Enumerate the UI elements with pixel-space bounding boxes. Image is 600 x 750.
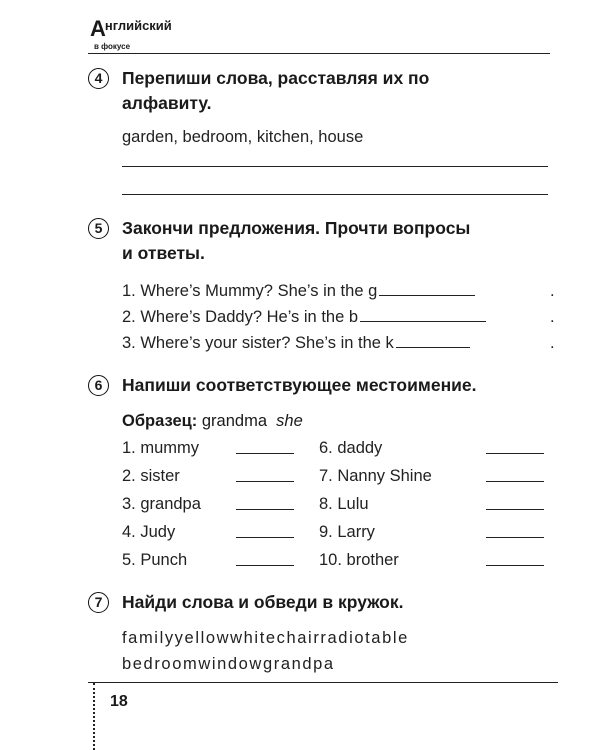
sentence-2: [122, 304, 558, 330]
letter-string-1[interactable]: familyyellowwhitechairradiotable: [122, 629, 409, 647]
pronoun-row: [88, 462, 558, 490]
exercise-7-heading: Найди слова и обведи в кружок.: [122, 592, 404, 612]
pronoun-blank[interactable]: [486, 453, 544, 454]
exercise-number-7: 7: [88, 592, 109, 613]
pronoun-item: 4. Judy: [122, 523, 176, 541]
sample-label: Образец:: [122, 412, 198, 430]
pronoun-item: 8. Lulu: [319, 495, 369, 513]
exercise-4-heading-line1: Перепиши слова, расставляя их по: [122, 68, 430, 88]
sentence-1-blank[interactable]: [379, 279, 475, 296]
exercise-5-heading-line1: Закончи предложения. Прочти вопросы: [122, 218, 471, 238]
exercise-5-heading: [122, 216, 558, 266]
header-divider: [88, 53, 550, 54]
sentence-1: [122, 278, 558, 304]
exercise-7: [88, 590, 558, 677]
sentence-2-text: 2. Where’s Daddy? He’s in the b: [122, 308, 359, 326]
exercise-5-heading-line2: и ответы.: [122, 243, 205, 263]
pronoun-blank[interactable]: [486, 509, 544, 510]
logo-title: [90, 16, 172, 42]
exercise-6-heading: Напиши соответствующее местоимение.: [122, 375, 477, 395]
pronoun-item: 5. Punch: [122, 551, 188, 569]
pronoun-blank[interactable]: [486, 565, 544, 566]
pronoun-blank[interactable]: [236, 509, 294, 510]
pronoun-item: 7. Nanny Shine: [319, 467, 432, 485]
sentence-1-text: 1. Where’s Mummy? She’s in the g: [122, 282, 378, 300]
pronoun-blank[interactable]: [236, 537, 294, 538]
pronoun-blank[interactable]: [486, 537, 544, 538]
page-number: 18: [110, 693, 128, 710]
sample-word: grandma: [201, 412, 267, 430]
answer-line-1[interactable]: [122, 166, 548, 167]
pronoun-blank[interactable]: [486, 481, 544, 482]
sample-line: [122, 408, 558, 434]
pronoun-item: 10. brother: [319, 551, 399, 569]
textbook-logo: [90, 16, 210, 56]
pronoun-item: 6. daddy: [319, 439, 383, 457]
pronoun-item: 9. Larry: [319, 523, 375, 541]
sentence-3-blank[interactable]: [396, 331, 470, 348]
sentence-3-text: 3. Where’s your sister? She’s in the k: [122, 334, 394, 352]
sentence-2-blank[interactable]: [360, 305, 486, 322]
pronoun-item: 1. mummy: [122, 439, 200, 457]
exercise-number-6: 6: [88, 375, 109, 396]
pronoun-list: [88, 434, 558, 574]
sentence-2-end: .: [550, 308, 555, 326]
pronoun-row: [88, 546, 558, 574]
exercise-4-heading: [122, 66, 558, 116]
pronoun-blank[interactable]: [236, 565, 294, 566]
logo-title-rest: нглийский: [104, 18, 172, 33]
pronoun-row: [88, 518, 558, 546]
exercise-number-5: 5: [88, 218, 109, 239]
pronoun-item: 2. sister: [122, 467, 180, 485]
exercise-number-4: 4: [88, 68, 109, 89]
logo-letter: А: [90, 16, 105, 41]
pronoun-row: [88, 434, 558, 462]
exercise-6: [88, 373, 558, 574]
exercise-5: [88, 216, 558, 356]
sentence-1-end: .: [550, 282, 555, 300]
pronoun-item: 3. grandpa: [122, 495, 201, 513]
exercise-4: [88, 66, 558, 150]
exercise-4-words: garden, bedroom, kitchen, house: [122, 128, 364, 146]
margin-dotted-line: [93, 683, 95, 750]
sentence-3: [122, 330, 558, 356]
answer-line-2[interactable]: [122, 194, 548, 195]
sentence-3-end: .: [550, 334, 555, 352]
logo-subtitle: в фокусе: [94, 42, 131, 51]
letter-string-2[interactable]: bedroomwindowgrandpa: [122, 655, 335, 673]
exercise-4-heading-line2: алфавиту.: [122, 93, 212, 113]
pronoun-blank[interactable]: [236, 453, 294, 454]
pronoun-row: [88, 490, 558, 518]
footer-divider: [88, 682, 558, 683]
pronoun-blank[interactable]: [236, 481, 294, 482]
sample-answer: she: [276, 412, 303, 430]
